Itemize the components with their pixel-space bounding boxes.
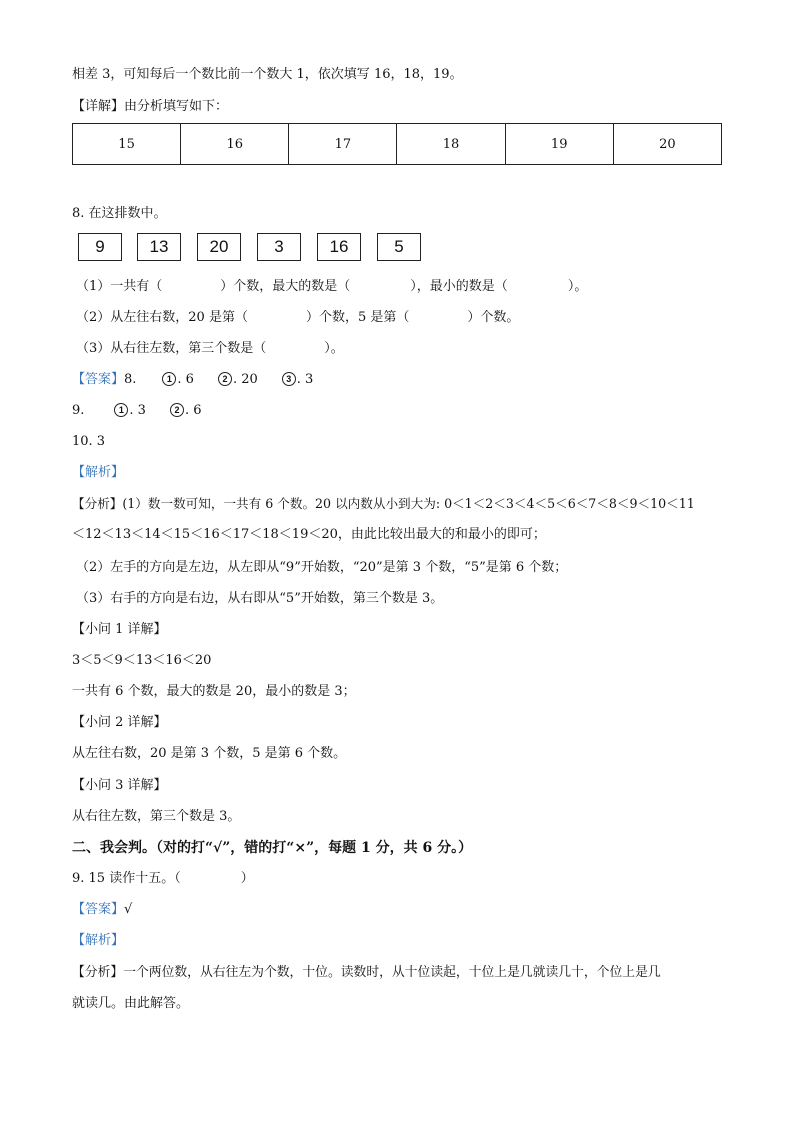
text: ）个数。 <box>467 310 520 325</box>
detail-heading: 【详解】由分析填写如下： <box>72 99 229 114</box>
question-8-part-1 <box>76 278 587 296</box>
sub-question-3-heading: 【小问 3 详解】 <box>72 778 167 793</box>
text: . 3 <box>129 403 146 418</box>
text-line: 一共有 6 个数，最大的数是 20，最小的数是 3； <box>72 684 356 699</box>
text: ）个数，5 是第（ <box>305 310 410 325</box>
answer-8-line <box>72 371 313 389</box>
text: 8. <box>124 372 137 387</box>
text: （2）从左往右数，20 是第（ <box>76 310 248 325</box>
circled-3-icon: 3 <box>282 372 296 386</box>
text-line: 相差 3，可知每后一个数比前一个数大 1，依次填写 16，18，19。 <box>72 67 463 82</box>
analysis-label: 【解析】 <box>72 465 125 480</box>
section-2-heading: 二、我会判。（对的打“√”，错的打“×”，每题 1 分，共 6 分。） <box>72 840 473 856</box>
text: . 6 <box>184 403 202 418</box>
text: ）。 <box>324 341 344 356</box>
number-box: 9 <box>78 233 122 261</box>
text: . 3 <box>296 372 314 387</box>
sequence-table <box>72 123 722 165</box>
table-cell: 19 <box>505 124 613 165</box>
text: ）。 <box>567 279 588 294</box>
text: （1）一共有（ <box>76 279 163 294</box>
table-cell: 15 <box>73 124 181 165</box>
answer-label: 【答案】 <box>72 372 125 387</box>
number-box: 13 <box>137 233 181 261</box>
text-line: 从左往右数，20 是第 3 个数，5 是第 6 个数。 <box>72 746 347 761</box>
circled-1-icon: 1 <box>114 403 128 417</box>
answer-9-line <box>72 402 202 420</box>
text: ）个数，最大的数是（ <box>220 279 351 294</box>
table-cell: 20 <box>613 124 721 165</box>
text: 9. <box>72 403 85 418</box>
text-line: 3＜5＜9＜13＜16＜20 <box>72 653 212 668</box>
number-box: 20 <box>197 233 241 261</box>
question-8-part-2 <box>76 309 519 327</box>
number-box: 5 <box>377 233 421 261</box>
text: ），最小的数是（ <box>410 279 508 294</box>
text: 9. 15 读作十五。（ <box>72 871 181 886</box>
answer-value: √ <box>124 902 133 917</box>
text: . 20 <box>232 372 258 387</box>
number-box: 16 <box>317 233 361 261</box>
question-9 <box>72 870 254 888</box>
analysis-text: ＜12＜13＜14＜15＜16＜17＜18＜19＜20，由此比较出最大的和最小的即可； <box>72 527 546 542</box>
sub-question-1-heading: 【小问 1 详解】 <box>72 622 167 637</box>
analysis-text: 【分析】(1）数一数可知，一共有 6 个数。20 以内数从小到大为: 0＜1＜2＜3＜4＜5＜6＜7＜8＜9＜10＜11 <box>72 496 695 511</box>
number-box: 3 <box>257 233 301 261</box>
text-line: 从右往左数，第三个数是 3。 <box>72 809 241 824</box>
answer-10-line: 10. 3 <box>72 434 106 449</box>
sub-question-2-heading: 【小问 2 详解】 <box>72 715 167 730</box>
question-8-title: 8. 在这排数中。 <box>72 206 167 221</box>
circled-2-icon: 2 <box>218 372 232 386</box>
table-cell: 18 <box>397 124 505 165</box>
analysis-text: 就读几。由此解答。 <box>72 996 190 1011</box>
answer-9-judge <box>72 901 132 919</box>
analysis-text: （2）左手的方向是左边，从左即从“9”开始数，“20”是第 3 个数，“5”是第 6 个数； <box>76 560 568 575</box>
text: （3）从右往左数，第三个数是（ <box>76 341 267 356</box>
text: . 6 <box>177 372 194 387</box>
analysis-text: 【分析】一个两位数，从右往左为个数，十位。读数时，从十位读起，十位上是几就读几十，个位上是几 <box>72 965 661 980</box>
question-8-part-3 <box>76 340 344 358</box>
circled-1-icon: 1 <box>162 372 176 386</box>
answer-label: 【答案】 <box>72 902 125 917</box>
text: ） <box>240 871 254 886</box>
analysis-text: （3）右手的方向是右边，从右即从“5”开始数，第三个数是 3。 <box>76 591 444 606</box>
analysis-label: 【解析】 <box>72 933 125 948</box>
table-cell: 17 <box>289 124 397 165</box>
circled-2-icon: 2 <box>170 403 184 417</box>
table-cell: 16 <box>181 124 289 165</box>
